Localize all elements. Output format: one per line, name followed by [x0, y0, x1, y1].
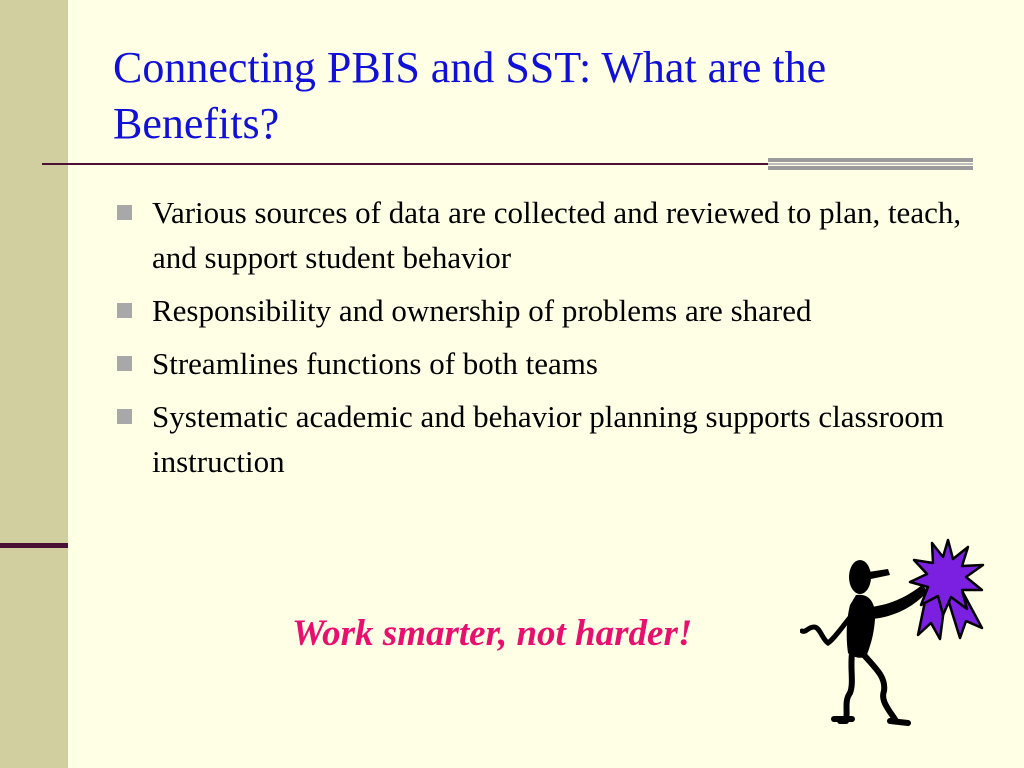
bullet-list	[114, 190, 974, 492]
sidebar-decoration	[0, 0, 68, 768]
slide-title: Connecting PBIS and SST: What are the Benefits?	[113, 43, 827, 148]
tagline: Work smarter, not harder!	[292, 613, 693, 654]
stick-figure-with-award-ribbon-icon	[800, 535, 990, 730]
bullet-text: Systematic academic and behavior planning supports classroom instruction	[152, 399, 945, 479]
title-underline-rule	[42, 163, 772, 165]
square-bullet-icon	[117, 303, 132, 318]
square-bullet-icon	[117, 409, 132, 424]
sidebar-accent-rule	[0, 543, 68, 548]
bullet-item	[114, 288, 974, 333]
bullet-item	[114, 341, 974, 386]
bullet-item	[114, 190, 974, 280]
square-bullet-icon	[117, 205, 132, 220]
bullet-item	[114, 394, 974, 484]
square-bullet-icon	[117, 356, 132, 371]
title-rule-accent	[768, 158, 973, 170]
bullet-text: Streamlines functions of both teams	[152, 346, 598, 381]
bullet-text: Various sources of data are collected and reviewed to plan, teach, and support student behavior	[152, 195, 962, 275]
bullet-text: Responsibility and ownership of problems are shared	[152, 293, 812, 328]
